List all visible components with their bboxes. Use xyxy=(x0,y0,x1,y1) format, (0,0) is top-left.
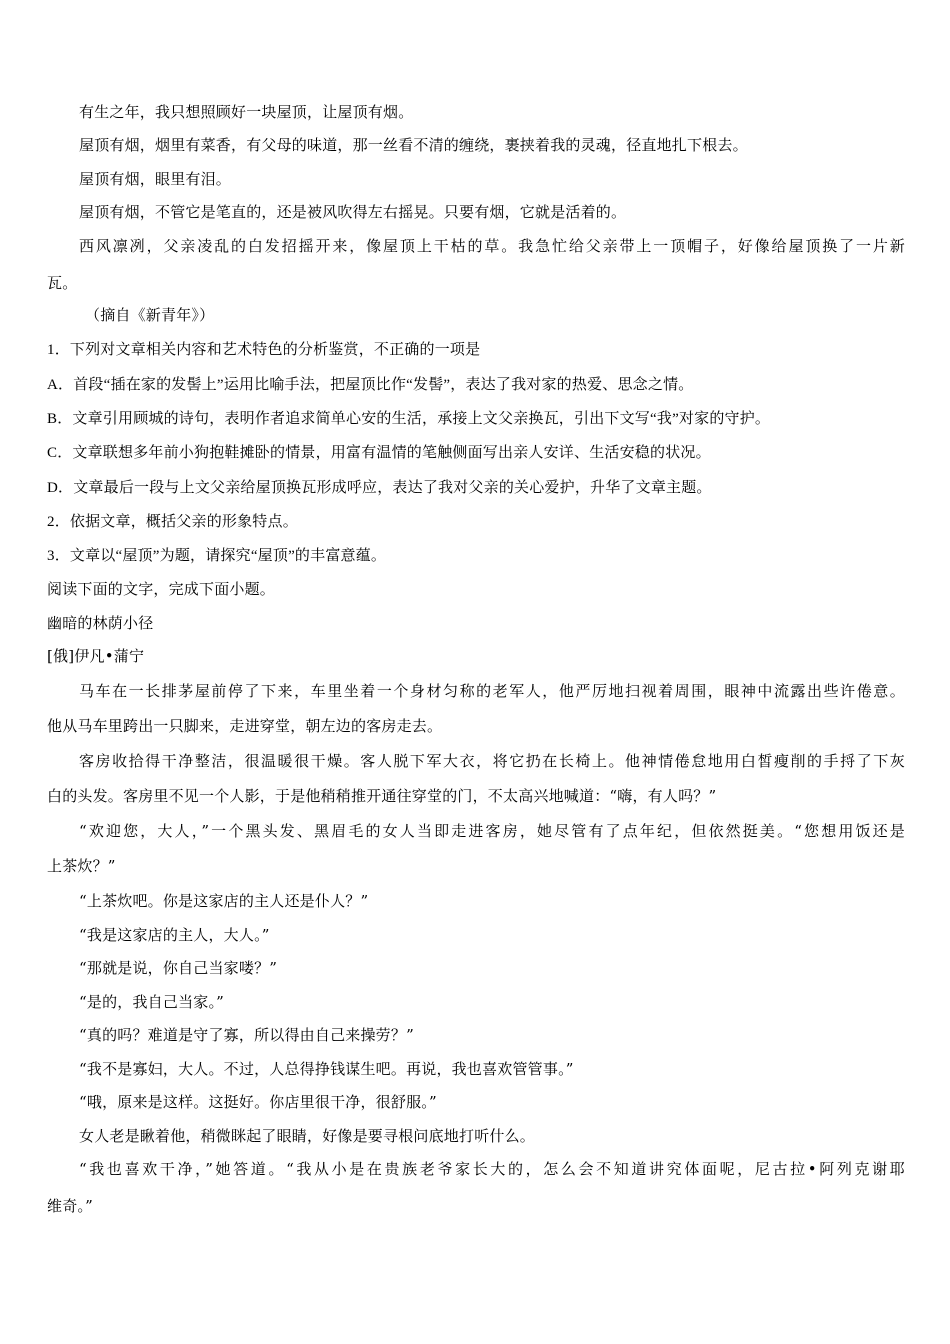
dialogue-line: “哦，原来是这样。这挺好。你店里很干净，很舒服。” xyxy=(79,1093,437,1111)
question-2: 2．依据文章，概括父亲的形象特点。 xyxy=(47,514,298,530)
question-3: 3．文章以“屋顶”为题，请探究“屋顶”的丰富意蕴。 xyxy=(47,548,387,564)
dialogue-line: “是的，我自己当家。” xyxy=(79,993,225,1011)
option-d: D．文章最后一段与上文父亲给屋顶换瓦形成呼应，表达了我对父亲的关心爱护，升华了文章主题。 xyxy=(47,480,712,496)
option-b: B．文章引用顾城的诗句，表明作者追求简单心安的生活，承接上文父亲换瓦，引出下文写“我”对家的守护。 xyxy=(47,411,771,427)
option-c: C．文章联想多年前小狗抱鞋摊卧的情景，用富有温情的笔触侧面写出亲人安详、生活安稳的状况。 xyxy=(47,445,711,461)
dialogue-line: “我是这家店的主人，大人。” xyxy=(79,926,270,944)
dialogue-line: “那就是说，你自己当家喽？” xyxy=(79,959,278,977)
essay-paragraph: 屋顶有烟，烟里有菜香，有父母的味道，那一丝看不清的缠绕，裹挟着我的灵魂，径直地扎下根去。 xyxy=(79,136,748,154)
story-paragraph-cont: 他从马车里跨出一只脚来，走进穿堂，朝左边的客房走去。 xyxy=(47,717,443,735)
dialogue-line: “真的吗？难道是守了寡，所以得由自己来操劳？” xyxy=(79,1026,414,1044)
story-paragraph-cont: 上茶炊？” xyxy=(47,857,116,875)
story-paragraph: 客房收拾得干净整洁，很温暖很干燥。客人脱下军大衣，将它扔在长椅上。他神情倦怠地用白皙瘦削的手捋了下灰 xyxy=(79,752,905,770)
story-paragraph: 女人老是瞅着他，稍微眯起了眼睛，好像是要寻根问底地打听什么。 xyxy=(79,1127,536,1145)
story-author: [俄]伊凡•蒲宁 xyxy=(47,647,145,665)
dialogue-line: “上茶炊吧。你是这家店的主人还是仆人？” xyxy=(79,892,369,910)
story-paragraph-cont: 维奇。” xyxy=(47,1197,93,1215)
story-paragraph-cont: 白的头发。客房里不见一个人影，于是他稍稍推开通往穿堂的门，不太高兴地喊道：“嗨，有人吗？” xyxy=(47,787,717,805)
option-a: A．首段“插在家的发髻上”运用比喻手法，把屋顶比作“发髻”，表达了我对家的热爱、思念之情。 xyxy=(47,377,694,393)
story-paragraph: “我也喜欢干净，”她答道。“我从小是在贵族老爷家长大的，怎么会不知道讲究体面呢，尼古拉•阿列克谢耶 xyxy=(79,1160,905,1178)
story-paragraph: 马车在一长排茅屋前停了下来，车里坐着一个身材匀称的老军人，他严厉地扫视着周围，眼神中流露出些许倦意。 xyxy=(79,682,905,700)
essay-paragraph: 西风凛冽，父亲凌乱的白发招摇开来，像屋顶上干枯的草。我急忙给父亲带上一顶帽子，好像给屋顶换了一片新 xyxy=(79,237,905,255)
essay-paragraph: 有生之年，我只想照顾好一块屋顶，让屋顶有烟。 xyxy=(79,103,414,121)
dialogue-line: “我不是寡妇，大人。不过，人总得挣钱谋生吧。再说，我也喜欢管管事。” xyxy=(79,1060,574,1078)
essay-paragraph-cont: 瓦。 xyxy=(47,274,78,292)
essay-paragraph: 屋顶有烟，眼里有泪。 xyxy=(79,170,232,188)
essay-source: （摘自《新青年》） xyxy=(85,306,215,324)
story-paragraph: “欢迎您，大人，”一个黑头发、黑眉毛的女人当即走进客房，她尽管有了点年纪，但依然挺美。“您想用饭还是 xyxy=(79,822,905,840)
story-title: 幽暗的林荫小径 xyxy=(47,614,154,632)
reading-instruction: 阅读下面的文字，完成下面小题。 xyxy=(47,582,276,598)
question-1: 1．下列对文章相关内容和艺术特色的分析鉴赏，不正确的一项是 xyxy=(47,342,481,358)
essay-paragraph: 屋顶有烟，不管它是笔直的，还是被风吹得左右摇晃。只要有烟，它就是活着的。 xyxy=(79,203,627,221)
